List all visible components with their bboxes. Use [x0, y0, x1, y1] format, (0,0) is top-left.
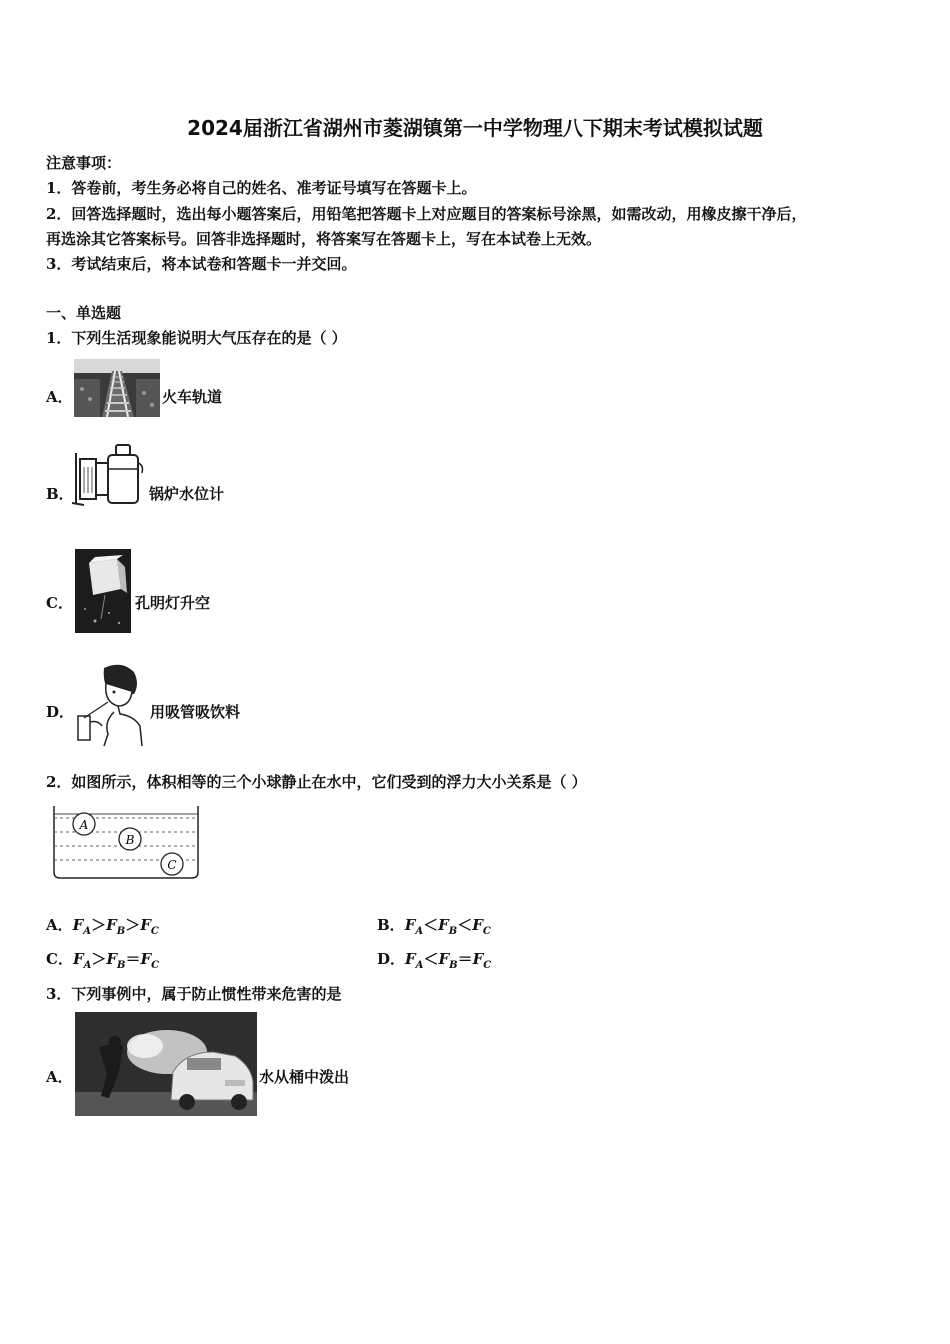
q2-option-d: D．$F_A<F_B=F_C$	[377, 950, 492, 971]
option-letter: A．	[46, 388, 73, 406]
ball-b-label: B	[125, 833, 135, 847]
option-label: 孔明灯升空	[135, 594, 211, 612]
notice-item: 2．回答选择题时，选出每小题答案后，用铅笔把答题卡上对应题目的答案标号涂黑，如需改动，用橡皮擦干净后，	[46, 205, 807, 223]
notice-heading: 注意事项：	[46, 154, 122, 172]
boiler-water-gauge-drawing	[72, 443, 146, 509]
option-label: 水从桶中泼出	[259, 1068, 350, 1086]
option-letter: D．	[46, 703, 75, 721]
notice-item: 3．考试结束后，将本试卷和答题卡一并交回。	[46, 255, 357, 273]
water-splash-car-photo	[75, 1012, 257, 1116]
railway-track-photo	[74, 359, 160, 417]
q2-option-a: A．$F_A>F_B>F_C$	[46, 916, 159, 937]
ball-c-label: C	[167, 858, 177, 872]
notice-item: 1．答卷前，考生务必将自己的姓名、准考证号填写在答题卡上。	[46, 179, 477, 197]
drinking-straw-drawing	[74, 662, 144, 748]
option-label: 火车轨道	[162, 388, 223, 406]
section-heading: 一、单选题	[46, 304, 122, 322]
q2-option-b: B．$F_A<F_B<F_C$	[377, 916, 491, 937]
ball-a-label: A	[79, 818, 89, 832]
question-1-stem: 1．下列生活现象能说明大气压存在的是（ ）	[46, 329, 347, 347]
option-letter: C．	[46, 594, 73, 612]
option-letter: B．	[46, 485, 74, 503]
question-3-stem: 3．下列事例中，属于防止惯性带来危害的是	[46, 985, 342, 1003]
option-label: 锅炉水位计	[149, 485, 225, 503]
buoyancy-balls-figure	[50, 804, 202, 882]
sky-lantern-photo	[75, 549, 131, 633]
option-label: 用吸管吸饮料	[150, 703, 241, 721]
q2-option-c: C．$F_A>F_B=F_C$	[46, 950, 160, 971]
page-title: 2024届浙江省湖州市菱湖镇第一中学物理八下期末考试模拟试题	[187, 116, 763, 140]
option-letter: A．	[46, 1068, 73, 1086]
question-2-stem: 2．如图所示，体积相等的三个小球静止在水中，它们受到的浮力大小关系是（ ）	[46, 773, 587, 791]
notice-item: 再选涂其它答案标号。回答非选择题时，将答案写在答题卡上，写在本试卷上无效。	[46, 230, 602, 248]
